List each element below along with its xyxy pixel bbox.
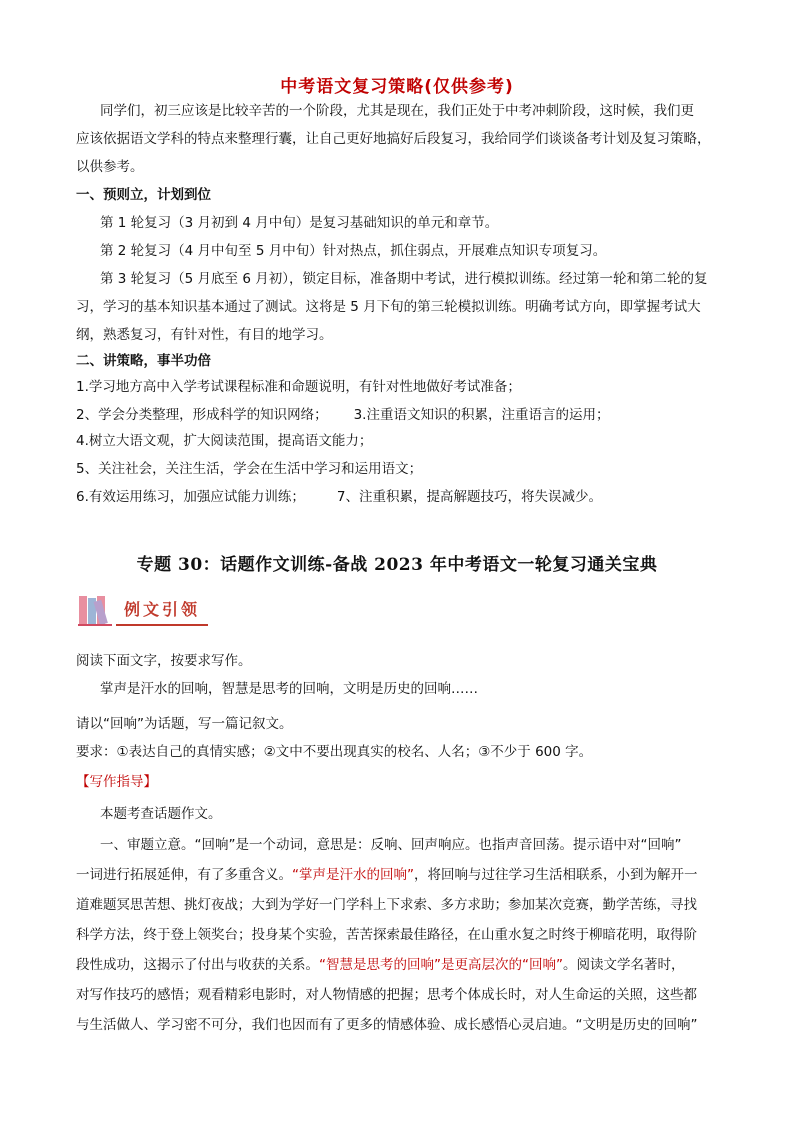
guide-text: 。阅读文学名著时， — [562, 957, 685, 973]
task-prompt: 请以“回响”为话题，写一篇记叙文。 — [76, 716, 293, 732]
guide-text: ，将回响与过往学习生活相联系，小到为解开一 — [414, 867, 698, 883]
quote-applause: “掌声是汗水的回响” — [292, 867, 414, 883]
guide-text: 一词进行拓展延伸，有了多重含义。 — [76, 867, 292, 883]
intro-line-2: 应该依据语文学科的特点来整理行囊，让自己更好地搞好后段复习，我给同学们谈谈备考计划及复习策略， — [76, 131, 711, 147]
tip-1: 1.学习地方高中入学考试课程标准和命题说明，有针对性地做好考试准备； — [76, 379, 521, 395]
task-instruction: 阅读下面文字，按要求写作。 — [76, 653, 252, 669]
tip-6: 6.有效运用练习，加强应试能力训练； — [76, 489, 305, 505]
guide-line-2: 一、审题立意。“回响”是一个动词，意思是：反响、回声响应。也指声音回荡。提示语中对“回响” — [100, 837, 682, 853]
guide-line-6 — [76, 956, 684, 974]
section1-heading: 一、预则立，计划到位 — [76, 187, 211, 203]
guide-line-3 — [76, 866, 698, 884]
intro-line-3: 以供参考。 — [76, 159, 144, 175]
tip-3: 3.注重语文知识的积累，注重语言的运用； — [353, 407, 610, 423]
round3-line-2: 习，学习的基本知识基本通过了测试。这将是 5 月下旬的第三轮模拟训练。明确考试方向，即掌握考试大 — [76, 299, 701, 315]
tip-2: 2、学会分类整理，形成科学的知识网络； — [76, 407, 328, 423]
tip-7: 7、注重积累，提高解题技巧，将失误减少。 — [336, 489, 602, 505]
topic-title: 专题 30：话题作文训练-备战 2023 年中考语文一轮复习通关宝典 — [136, 555, 658, 575]
guide-line-8: 与生活做人、学习密不可分，我们也因而有了更多的情感体验、成长感悟心灵启迪。“文明是历史的回响” — [76, 1017, 698, 1033]
example-banner — [76, 590, 216, 630]
section2-heading: 二、讲策略，事半功倍 — [76, 353, 211, 369]
strategy-title: 中考语文复习策略(仅供参考) — [280, 77, 514, 97]
guide-line-1: 本题考查话题作文。 — [100, 806, 222, 822]
banner-label: 例文引领 — [124, 600, 201, 619]
tips-2-3 — [76, 406, 609, 424]
banner-underline — [116, 624, 208, 626]
books-icon — [76, 590, 116, 630]
guide-line-7: 对写作技巧的感悟；观看精彩电影时，对人物情感的把握；思考个体成长时，对人生命运的关照，这些都 — [76, 987, 697, 1003]
round3-line-3: 纲，熟悉复习，有针对性，有目的地学习。 — [76, 327, 333, 343]
guide-text: 段性成功，这揭示了付出与收获的关系。 — [76, 957, 319, 973]
tip-4: 4.树立大语文观，扩大阅读范围，提高语文能力； — [76, 433, 373, 449]
round1-text: 第 1 轮复习（3 月初到 4 月中旬）是复习基础知识的单元和章节。 — [100, 215, 499, 231]
round2-text: 第 2 轮复习（4 月中旬至 5 月中旬）针对热点，抓住弱点，开展难点知识专项复习。 — [100, 243, 607, 259]
intro-line-1: 同学们，初三应该是比较辛苦的一个阶段，尤其是现在，我们正处于中考冲刺阶段，这时候，我们更 — [100, 103, 694, 119]
tip-5: 5、关注社会，关注生活，学会在生活中学习和运用语文； — [76, 461, 423, 477]
guide-line-4: 道难题冥思苦想、挑灯夜战；大到为学好一门学科上下求索、多方求助；参加某次竞赛，勤学苦练，寻找 — [76, 897, 697, 913]
task-requirements: 要求：①表达自己的真情实感；②文中不要出现真实的校名、人名；③不少于 600 字。 — [76, 744, 593, 760]
guide-line-5: 科学方法，终于登上领奖台；投身某个实验，苦苦探索最佳路径，在山重水复之时终于柳暗花明，取得阶 — [76, 927, 697, 943]
tips-6-7 — [76, 488, 602, 506]
task-quote: 掌声是汗水的回响，智慧是思考的回响，文明是历史的回响…… — [100, 681, 478, 697]
quote-wisdom: “智慧是思考的回响”是更高层次的“回响” — [319, 957, 563, 973]
writing-guide-heading: 【写作指导】 — [76, 774, 157, 790]
round3-line-1: 第 3 轮复习（5 月底至 6 月初），锁定目标，准备期中考试，进行模拟训练。经过第一轮和第二轮的复 — [100, 271, 708, 287]
